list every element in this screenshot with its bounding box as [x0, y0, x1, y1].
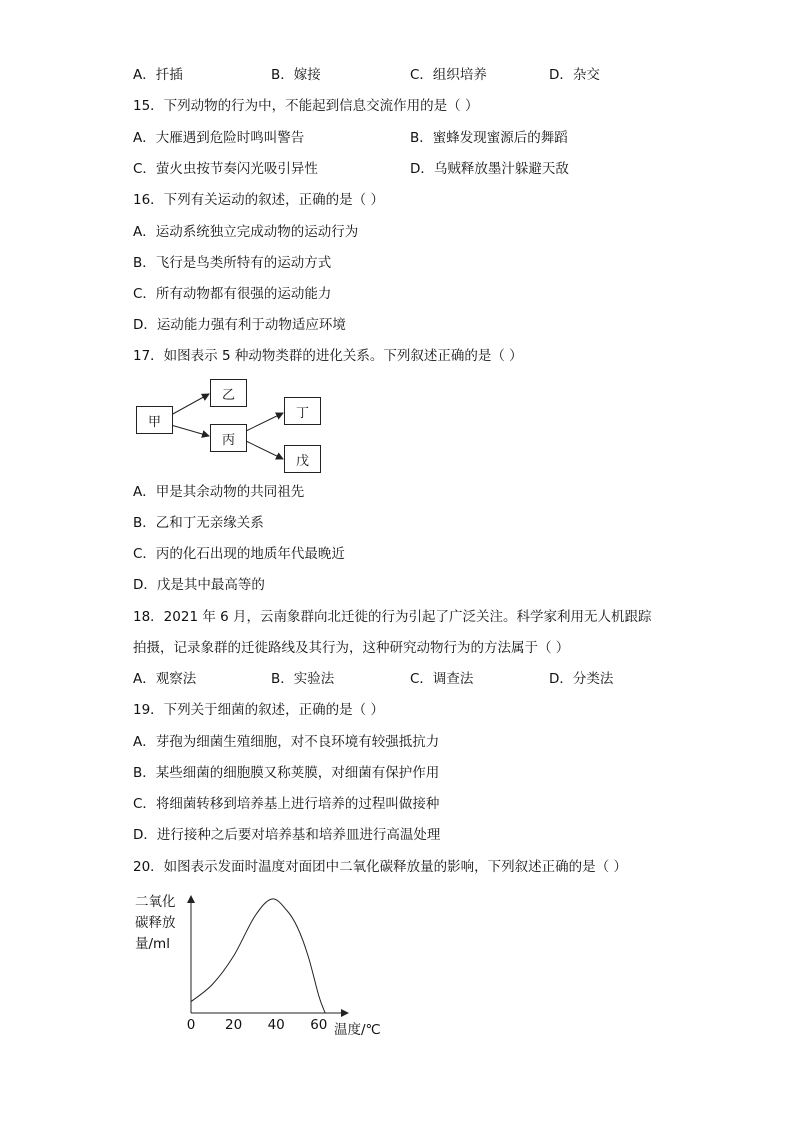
- y-label-line2: 碳释放: [135, 915, 176, 931]
- q16-option-c: C．所有动物都有很强的运动能力: [133, 286, 332, 302]
- q19-stem: 19．下列关于细菌的叙述，正确的是（ ）: [133, 702, 384, 718]
- y-label-line1: 二氧化: [135, 894, 176, 910]
- q19-option-c: C．将细菌转移到培养基上进行培养的过程叫做接种: [133, 796, 440, 812]
- co2-curve: [191, 899, 325, 1013]
- q18-stem-line2: 拍摄，记录象群的迁徙路线及其行为，这种研究动物行为的方法属于（ ）: [133, 640, 570, 656]
- node-ding: 丁: [284, 397, 321, 425]
- q19-option-b: B．某些细菌的细胞膜又称荚膜，对细菌有保护作用: [133, 765, 440, 781]
- q15-stem: 15．下列动物的行为中，不能起到信息交流作用的是（ ）: [133, 98, 479, 114]
- x-axis-label: 温度/℃: [334, 1022, 381, 1038]
- q16-stem: 16．下列有关运动的叙述，正确的是（ ）: [133, 192, 384, 208]
- q17-option-a: A．甲是其余动物的共同祖先: [133, 484, 305, 500]
- q15-option-c: C．萤火虫按节奏闪光吸引异性: [133, 161, 318, 177]
- q18-option-c: C．调查法: [410, 671, 474, 687]
- q16-option-b: B．飞行是鸟类所特有的运动方式: [133, 255, 332, 271]
- y-label-line3: 量/ml: [135, 936, 170, 952]
- arrow-bing-ding: [246, 413, 283, 431]
- q15-option-d: D．乌贼释放墨汁躲避天敌: [410, 161, 569, 177]
- q18-option-a: A．观察法: [133, 671, 197, 687]
- q15-option-b: B．蜜蜂发现蜜源后的舞蹈: [410, 130, 568, 146]
- x-tick-label: 40: [267, 1017, 285, 1033]
- x-tick-label: 20: [225, 1017, 243, 1033]
- q14-option-b: B．嫁接: [271, 67, 321, 83]
- arrow-bing-wu: [246, 441, 283, 459]
- node-wu: 戊: [284, 445, 321, 473]
- node-yi: 乙: [210, 379, 247, 407]
- co2-temperature-chart: [130, 888, 390, 1043]
- evolution-diagram: [130, 375, 330, 475]
- q18-option-b: B．实验法: [271, 671, 335, 687]
- q14-option-d: D．杂交: [549, 67, 600, 83]
- q17-stem: 17．如图表示 5 种动物类群的进化关系。下列叙述正确的是（ ）: [133, 348, 523, 364]
- q19-option-d: D．进行接种之后要对培养基和培养皿进行高温处理: [133, 827, 441, 843]
- x-tick-label: 60: [310, 1017, 328, 1033]
- q16-option-a: A．运动系统独立完成动物的运动行为: [133, 224, 359, 240]
- q17-option-d: D．戊是其中最高等的: [133, 577, 265, 593]
- q15-option-a: A．大雁遇到危险时鸣叫警告: [133, 130, 305, 146]
- node-jia: 甲: [136, 406, 173, 434]
- q20-stem: 20．如图表示发面时温度对面团中二氧化碳释放量的影响，下列叙述正确的是（ ）: [133, 859, 627, 875]
- q14-option-a: A．扦插: [133, 67, 183, 83]
- q18-stem-line1: 18．2021 年 6 月，云南象群向北迁徙的行为引起了广泛关注。科学家利用无人机跟踪: [133, 609, 652, 625]
- q14-option-c: C．组织培养: [410, 67, 487, 83]
- arrow-jia-yi: [171, 394, 209, 415]
- q17-option-c: C．丙的化石出现的地质年代最晚近: [133, 546, 345, 562]
- arrow-jia-bing: [171, 425, 209, 436]
- q19-option-a: A．芽孢为细菌生殖细胞，对不良环境有较强抵抗力: [133, 734, 440, 750]
- q17-option-b: B．乙和丁无亲缘关系: [133, 515, 264, 531]
- q18-option-d: D．分类法: [549, 671, 614, 687]
- node-bing: 丙: [210, 424, 247, 452]
- q16-option-d: D．运动能力强有利于动物适应环境: [133, 317, 346, 333]
- y-axis-label: [135, 892, 176, 955]
- x-tick-label: 0: [186, 1017, 196, 1033]
